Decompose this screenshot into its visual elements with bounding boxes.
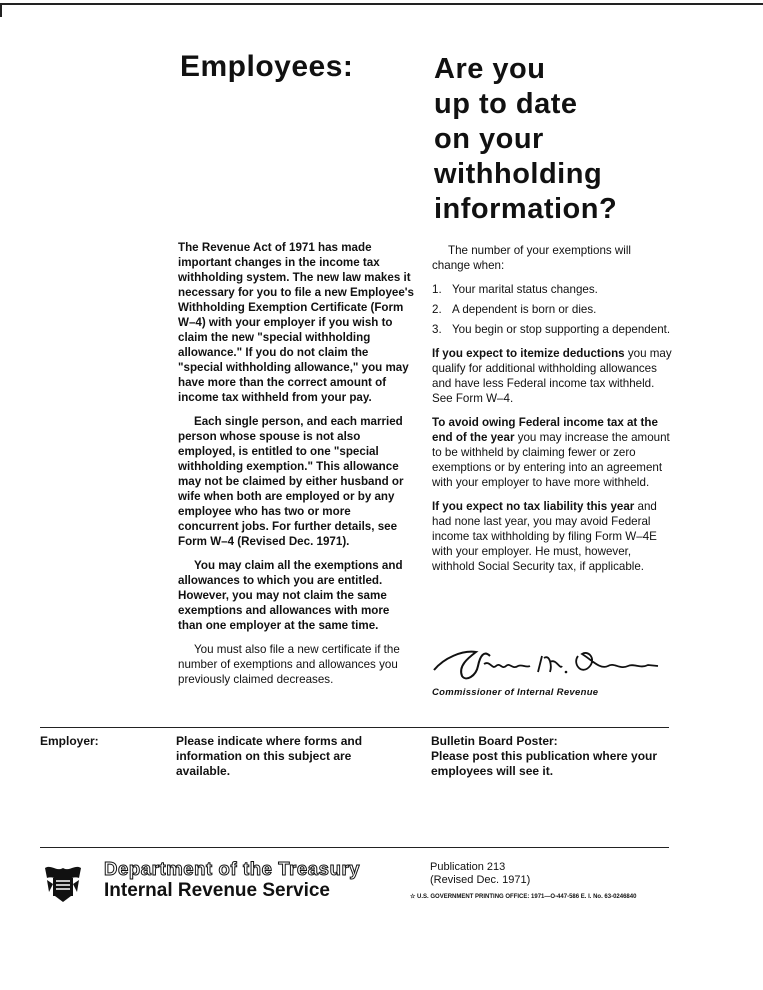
poster-instructions: Please post this publication where your employees will see it. (431, 749, 658, 778)
revenue-act-paragraph: The Revenue Act of 1971 has made important changes in the income tax withholding system. The new law makes it necessary for you to file a new Employee's Withholding Exemption Certificate (Form W–4) with your employer if you wish to claim the new "special withholding allowance." If you do not claim the "special withholding allowance," you may have more than the correct amount of income tax withheld from your pay. (178, 241, 415, 404)
printing-office-line: ☆ U.S. GOVERNMENT PRINTING OFFICE: 1971—O-447-586 E. I. No. 63-0246840 (410, 894, 637, 900)
right-column (432, 243, 672, 583)
special-exemption-paragraph: Each single person, and each married person whose spouse is not also employed, is entitled to one "special withholding exemption." This allowance may not be claimed by either husband or wife when both are employed or by any employee who has two or more concurrent jobs. For further details, see Form W–4 (Revised Dec. 1971). (178, 415, 404, 548)
commissioner-signature (432, 636, 662, 686)
left-column (178, 240, 414, 696)
signature-caption: Commissioner of Internal Revenue (432, 687, 599, 698)
footer-divider (40, 847, 669, 848)
list-item: 2. A dependent is born or dies. (432, 303, 597, 316)
headline-line: up to date (434, 88, 578, 120)
headline-line: information? (434, 193, 618, 225)
new-certificate-paragraph: You must also file a new certificate if the number of exemptions and allowances you previously claimed decreases. (178, 643, 400, 686)
no-liability-paragraph: If you expect no tax liability this year and had none last year, you may avoid Federal income tax withholding by filing Form W–4E with your employer. He must, however, withhold Social Security tax, if applicable. (432, 500, 657, 573)
employer-label: Employer: (40, 734, 99, 748)
top-border-rule (0, 3, 763, 5)
agency-name: Internal Revenue Service (104, 880, 330, 901)
headline-question (434, 52, 754, 227)
headline-line: withholding (434, 158, 603, 190)
department-name: Department of the Treasury (104, 858, 361, 879)
avoid-owing-paragraph: To avoid owing Federal income tax at the end of the year you may increase the amount to be withheld by claiming fewer or zero exemptions or by entering into an agreement with your employer to have more withheld. (432, 416, 670, 489)
headline-employees: Employees: (180, 50, 354, 83)
claim-exemptions-paragraph: You may claim all the exemptions and allowances to which you are entitled. However, you may not claim the same exemptions and allowances with more than one employer at the same time. (178, 559, 403, 632)
headline-line: Are you (434, 53, 546, 85)
change-list (432, 282, 672, 337)
itemize-paragraph: If you expect to itemize deductions you may qualify for additional withholding allowances and have less Federal income tax withheld. See Form W–4. (432, 347, 672, 405)
list-item: 3. You begin or stop supporting a dependent. (432, 323, 671, 336)
corner-mark (0, 3, 2, 17)
headline-line: on your (434, 123, 544, 155)
publication-revision: (Revised Dec. 1971) (430, 874, 531, 886)
irs-eagle-seal-icon (41, 862, 85, 902)
section-divider (40, 727, 669, 728)
list-item: 1. Your marital status changes. (432, 283, 598, 296)
employer-instructions: Please indicate where forms and information on this subject are available. (176, 734, 363, 778)
exemptions-intro: The number of your exemptions will change when: (432, 244, 632, 272)
poster-title: Bulletin Board Poster: (431, 734, 558, 748)
publication-number: Publication 213 (430, 861, 506, 873)
